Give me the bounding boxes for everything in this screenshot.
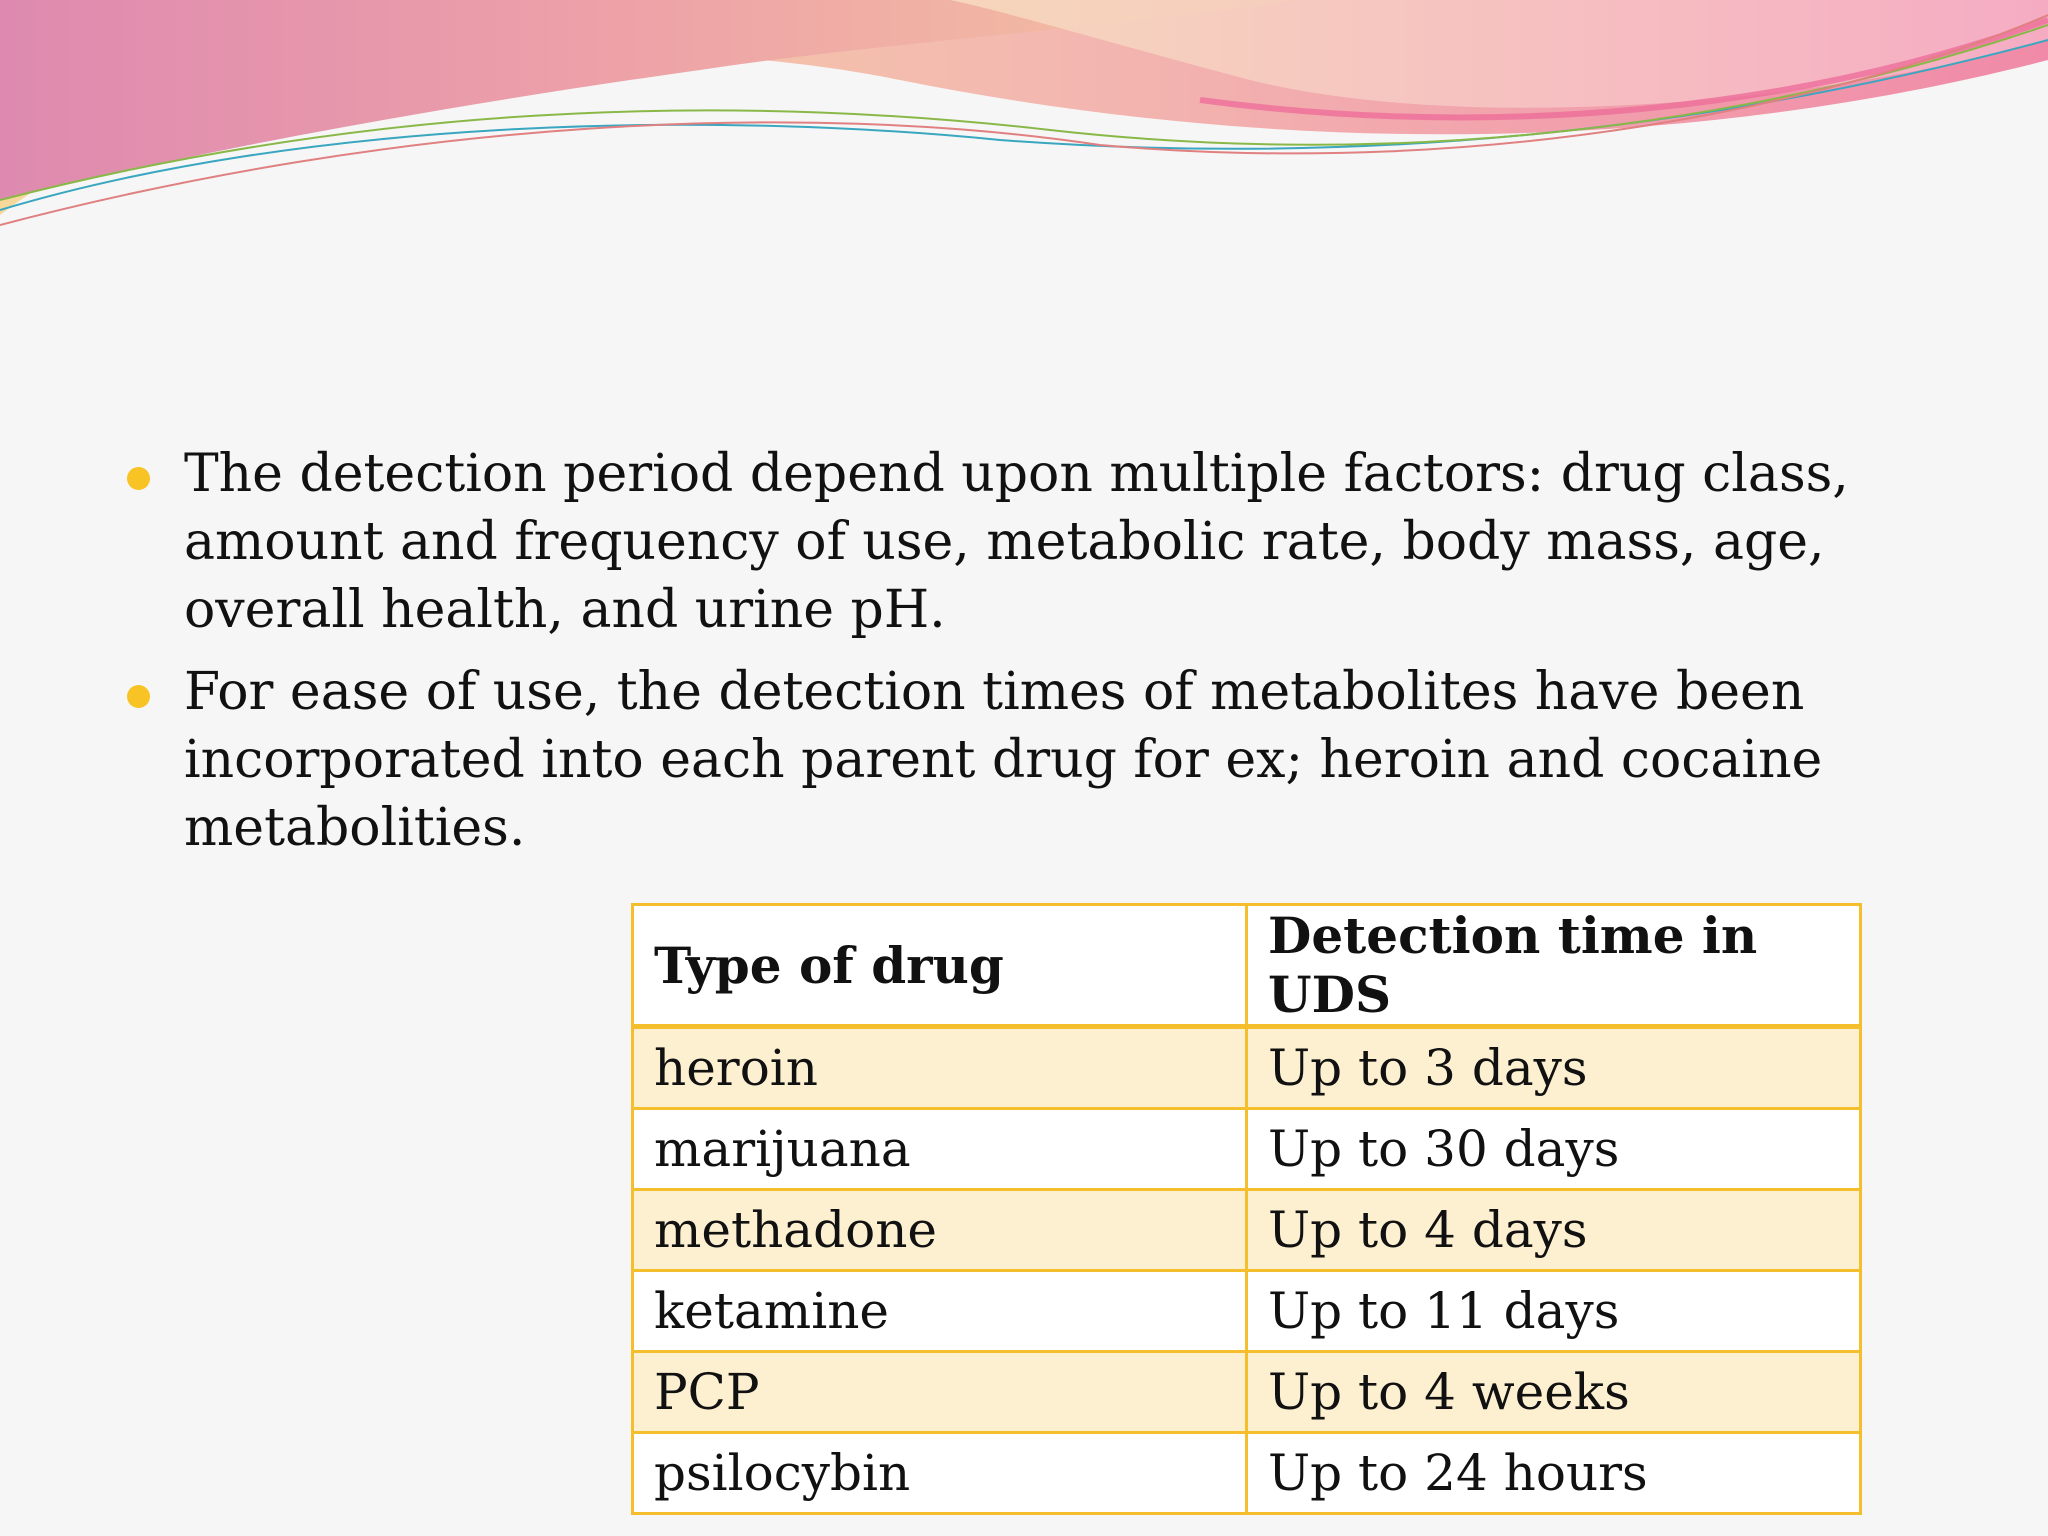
table-row <box>633 1433 1861 1514</box>
header-detection-time: Detection time in UDS <box>1247 905 1861 1027</box>
bullet-detection-factors <box>184 440 1964 644</box>
bullet-dot-icon <box>127 685 150 708</box>
detection-time-cell: Up to 11 days <box>1247 1271 1861 1352</box>
bullet-metabolites <box>184 658 1964 862</box>
bullet-list <box>184 440 1964 876</box>
bullet-dot-icon <box>127 467 150 490</box>
header-type-of-drug: Type of drug <box>633 905 1247 1027</box>
table-row <box>633 1352 1861 1433</box>
drug-name-cell: PCP <box>633 1352 1247 1433</box>
drug-name-cell: methadone <box>633 1190 1247 1271</box>
table-row <box>633 1271 1861 1352</box>
table-header-row <box>633 905 1861 1027</box>
table-row <box>633 1190 1861 1271</box>
bullet-text: For ease of use, the detection times of metabolites have been incorporated into each parent drug for ex; heroin and cocaine metabolities. <box>184 662 1823 858</box>
detection-time-table <box>631 903 1862 1515</box>
detection-time-cell: Up to 24 hours <box>1247 1433 1861 1514</box>
detection-time-cell: Up to 4 days <box>1247 1190 1861 1271</box>
drug-name-cell: heroin <box>633 1027 1247 1109</box>
bullet-text: The detection period depend upon multiple factors: drug class, amount and frequency of use, metabolic rate, body mass, age, overall health, and urine pH. <box>184 444 1849 640</box>
table-row <box>633 1027 1861 1109</box>
detection-time-cell: Up to 3 days <box>1247 1027 1861 1109</box>
drug-name-cell: ketamine <box>633 1271 1247 1352</box>
detection-time-cell: Up to 30 days <box>1247 1109 1861 1190</box>
detection-time-cell: Up to 4 weeks <box>1247 1352 1861 1433</box>
table-row <box>633 1109 1861 1190</box>
drug-name-cell: marijuana <box>633 1109 1247 1190</box>
header-wave-decoration <box>0 0 2048 240</box>
drug-name-cell: psilocybin <box>633 1433 1247 1514</box>
